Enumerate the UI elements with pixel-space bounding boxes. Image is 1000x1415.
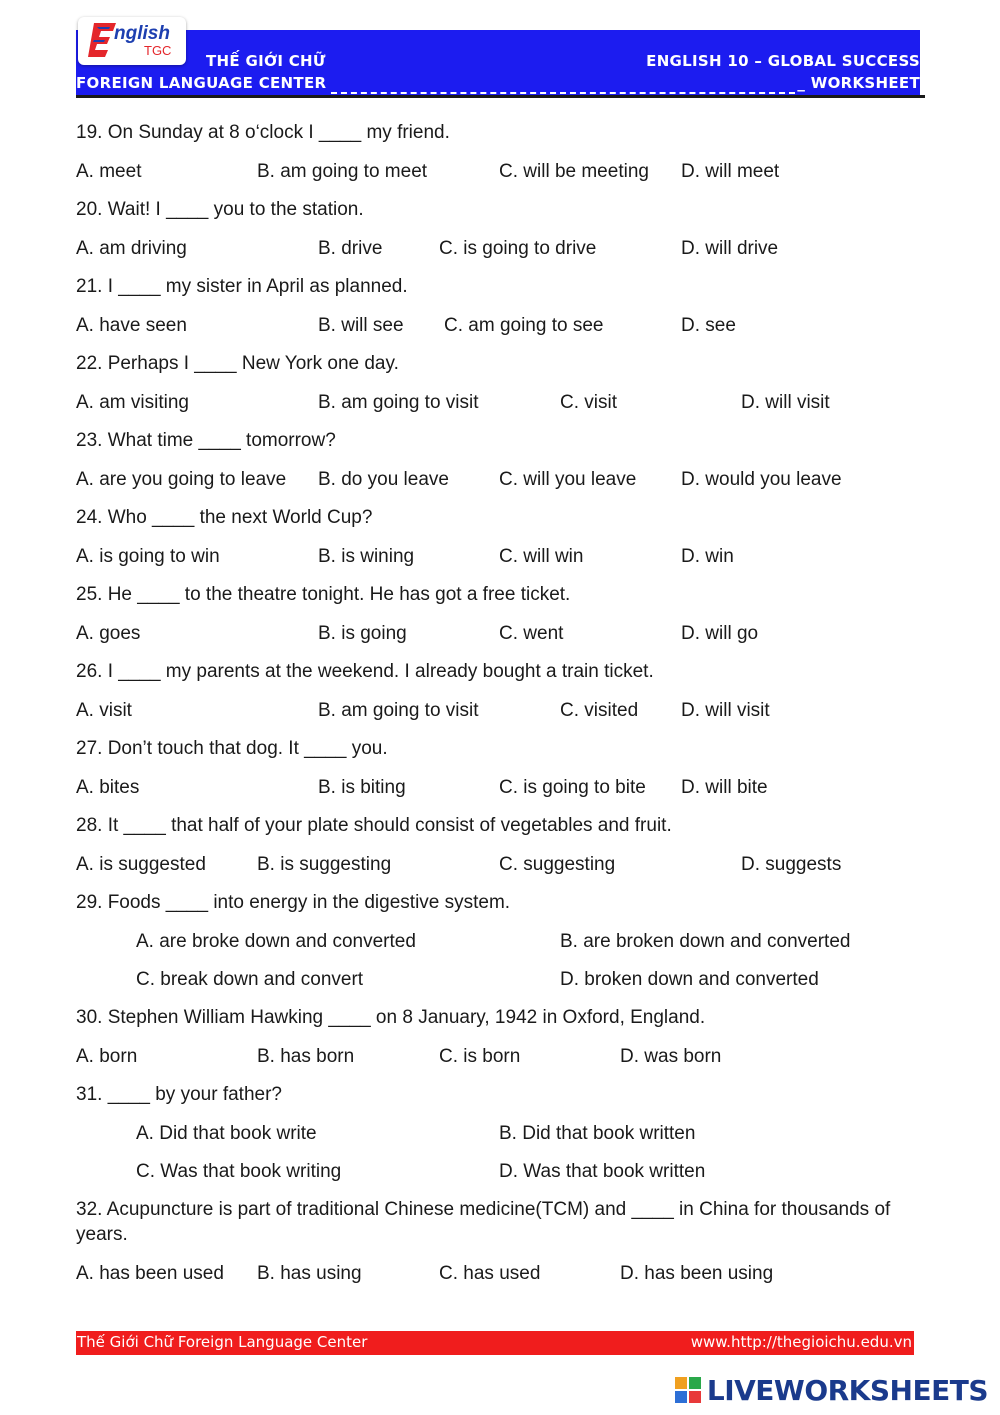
question-stem: 24. Who ____ the next World Cup? [76, 507, 373, 528]
option[interactable]: A. are you going to leave [76, 469, 287, 490]
question-stem: 28. It ____ that half of your plate should consist of vegetables and fruit. [76, 815, 672, 836]
option[interactable]: B. am going to visit [318, 392, 479, 413]
option[interactable]: D. will bite [681, 777, 768, 798]
option[interactable]: D. will drive [681, 238, 779, 259]
option[interactable]: A. bites [76, 777, 140, 798]
option[interactable]: D. would you leave [681, 469, 842, 490]
option[interactable]: D. has been using [620, 1263, 774, 1284]
option[interactable]: B. am going to meet [257, 161, 428, 182]
option[interactable]: C. has used [439, 1263, 541, 1284]
option[interactable]: D. was born [620, 1046, 722, 1067]
header-worksheet-label: _ WORKSHEET [797, 74, 920, 92]
option[interactable]: D. win [681, 546, 734, 567]
watermark-text: LIVEWORKSHEETS [706, 1373, 988, 1407]
question-stem: 29. Foods ____ into energy in the digestive system. [76, 892, 511, 913]
option[interactable]: C. will you leave [499, 469, 637, 490]
option[interactable]: D. will visit [681, 700, 770, 721]
option[interactable]: A. is suggested [76, 854, 206, 875]
liveworksheets-logo-icon [675, 1377, 701, 1403]
question-stem: 30. Stephen William Hawking ____ on 8 January, 1942 in Oxford, England. [76, 1007, 706, 1028]
liveworksheets-watermark[interactable] [675, 1373, 988, 1407]
header-course: ENGLISH 10 – GLOBAL SUCCESS [646, 52, 920, 70]
footer-center-name: Thế Giới Chữ Foreign Language Center [77, 1333, 368, 1351]
option[interactable]: D. Was that book written [499, 1161, 706, 1182]
header-center-name: FOREIGN LANGUAGE CENTER [76, 74, 327, 92]
option[interactable]: A. is going to win [76, 546, 220, 567]
option[interactable]: D. will visit [741, 392, 830, 413]
option[interactable]: B. has born [257, 1046, 355, 1067]
option[interactable]: B. do you leave [318, 469, 449, 490]
option[interactable]: D. will go [681, 623, 759, 644]
option[interactable]: C. visited [560, 700, 639, 721]
question-stem: 23. What time ____ tomorrow? [76, 430, 336, 451]
option[interactable]: B. is wining [318, 546, 415, 567]
option[interactable]: B. is going [318, 623, 407, 644]
option[interactable]: B. has using [257, 1263, 362, 1284]
option[interactable]: A. born [76, 1046, 138, 1067]
option[interactable]: A. visit [76, 700, 132, 721]
header-rule [76, 95, 925, 98]
option[interactable]: C. will be meeting [499, 161, 649, 182]
question-stem: 19. On Sunday at 8 o‘clock I ____ my friend. [76, 122, 450, 143]
option[interactable]: D. see [681, 315, 736, 336]
option[interactable]: A. has been used [76, 1263, 224, 1284]
option[interactable]: C. is born [439, 1046, 521, 1067]
option[interactable]: D. suggests [741, 854, 842, 875]
option[interactable]: B. am going to visit [318, 700, 479, 721]
question-stem: 25. He ____ to the theatre tonight. He has got a free ticket. [76, 584, 571, 605]
option[interactable]: B. is suggesting [257, 854, 392, 875]
option[interactable]: A. goes [76, 623, 141, 644]
option[interactable]: D. will meet [681, 161, 780, 182]
option[interactable]: C. visit [560, 392, 617, 413]
question-stem: 27. Don’t touch that dog. It ____ you. [76, 738, 388, 759]
option[interactable]: C. Was that book writing [136, 1161, 342, 1182]
option[interactable]: C. is going to drive [439, 238, 597, 259]
option[interactable]: A. Did that book write [136, 1123, 317, 1144]
option[interactable]: B. will see [318, 315, 404, 336]
question-stem: 31. ____ by your father? [76, 1084, 282, 1105]
option[interactable]: C. am going to see [444, 315, 604, 336]
question-stem: 26. I ____ my parents at the weekend. I already bought a train ticket. [76, 661, 654, 682]
option[interactable]: B. is biting [318, 777, 406, 798]
logo-text: nglish [114, 23, 170, 44]
option[interactable]: C. will win [499, 546, 584, 567]
option[interactable]: B. are broken down and converted [560, 931, 851, 952]
question-stem: 21. I ____ my sister in April as planned. [76, 276, 408, 297]
logo-subtext: TGC [144, 43, 172, 58]
header-divider-line [331, 90, 795, 94]
option[interactable]: A. am visiting [76, 392, 189, 413]
option[interactable]: B. Did that book written [499, 1123, 696, 1144]
option[interactable]: C. suggesting [499, 854, 616, 875]
option[interactable]: A. am driving [76, 238, 187, 259]
option[interactable]: B. drive [318, 238, 383, 259]
question-stem: 20. Wait! I ____ you to the station. [76, 199, 364, 220]
logo [78, 17, 186, 65]
option[interactable]: C. went [499, 623, 564, 644]
header-brand: THẾ GIỚI CHỮ [206, 52, 326, 70]
option[interactable]: C. break down and convert [136, 969, 364, 990]
option[interactable]: C. is going to bite [499, 777, 646, 798]
option[interactable]: A. are broke down and converted [136, 931, 416, 952]
option[interactable]: A. have seen [76, 315, 187, 336]
option[interactable]: A. meet [76, 161, 142, 182]
footer-website-link[interactable]: www.http://thegioichu.edu.vn [690, 1333, 912, 1351]
question-stem: 22. Perhaps I ____ New York one day. [76, 353, 399, 374]
question-stem: 32. Acupuncture is part of traditional Chinese medicine(TCM) and ____ in China for thousands of years. [76, 1199, 891, 1245]
option[interactable]: D. broken down and converted [560, 969, 819, 990]
